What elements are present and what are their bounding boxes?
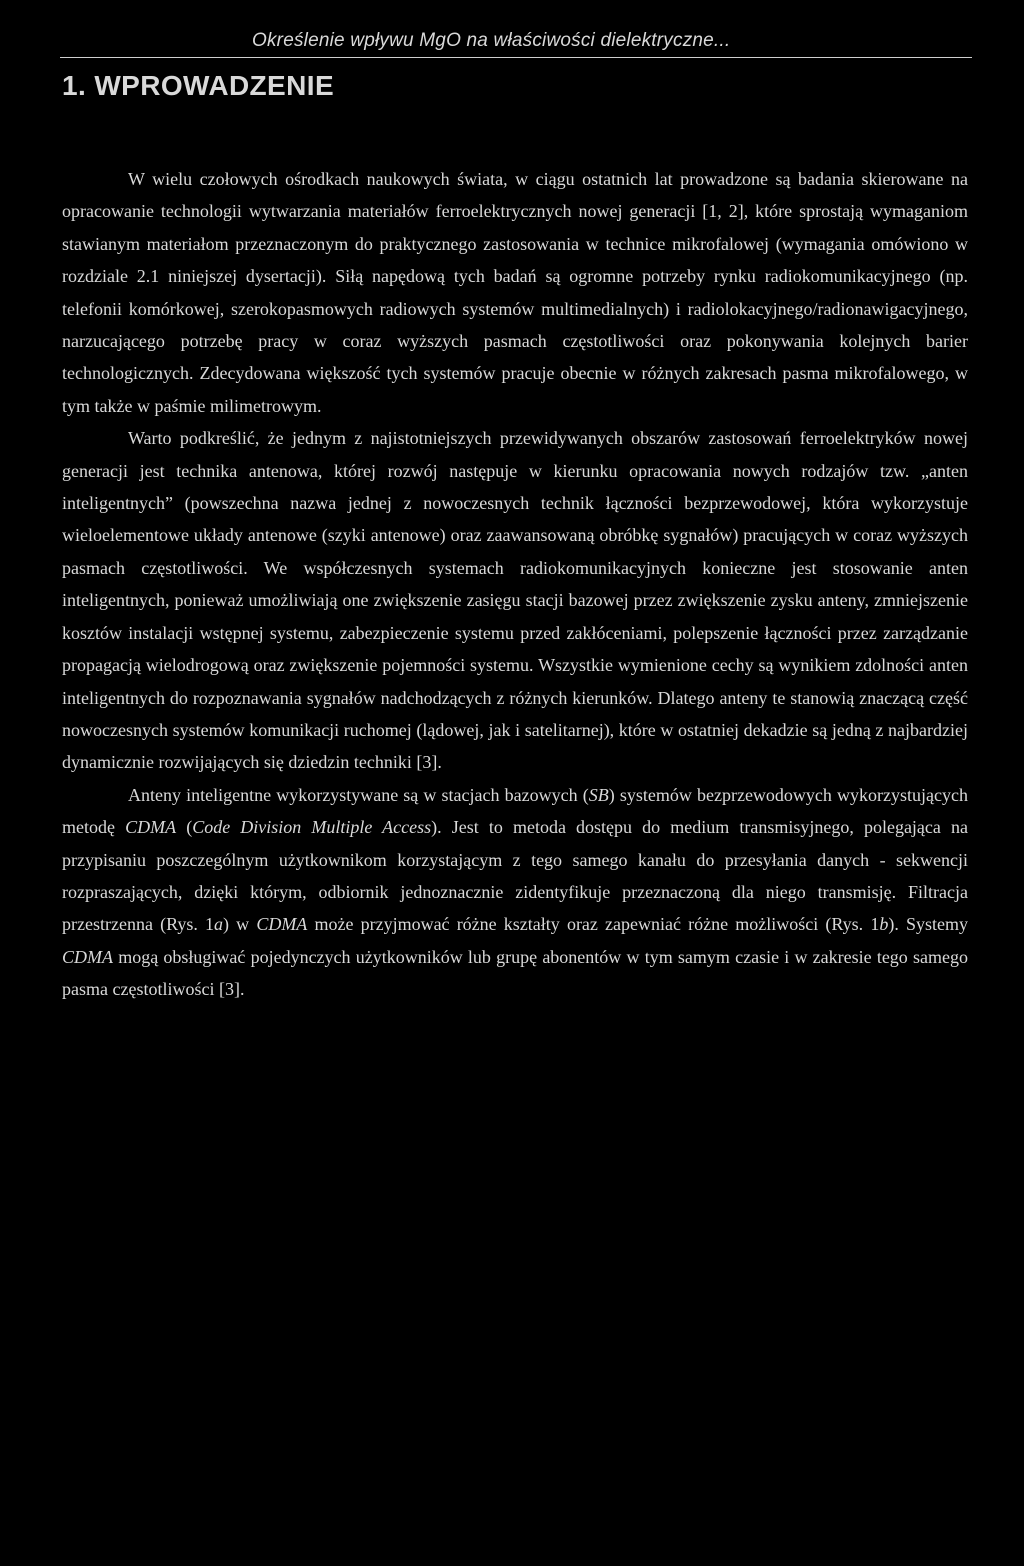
cdma-expansion: Code Division Multiple Access (192, 817, 432, 838)
paragraph: W wielu czołowych ośrodkach naukowych świata, w ciągu ostatnich lat prowadzone są badania skierowane na opracowanie technologii wytwarzania materiałów ferroelektrycznych nowej generacji [1, 2], które sprostają wymaganiom stawianym materiałom przeznaczonym do praktycznego zastosowania w technice mikrofalowej (wymagania omówiono w rozdziale 2.1 niniejszej dysertacji). Siłą napędową tych badań są ogromne potrzeby rynku radiokomunikacyjnego (np. telefonii komórkowej, szerokopasmowych radiowych systemów multimedialnych) i radiolokacyjnego/radionawigacyjnego, narzucającego potrzebę pracy w coraz wyższych pasmach częstotliwości oraz pokonywania kolejnych barier technologicznych. Zdecydowana większość tych systemów pracuje obecnie w różnych zakresach pasma mikrofalowego, w tym także w paśmie milimetrowym. (62, 169, 968, 416)
running-header: Określenie wpływu MgO na właściwości dielektryczne... (252, 30, 731, 51)
body-text (62, 163, 968, 1006)
abbreviation-cdma: CDMA (125, 817, 177, 838)
text-run: ). Systemy (888, 914, 968, 935)
figure-ref-letter: a (214, 914, 224, 935)
text-run: ( (176, 817, 193, 838)
abbreviation-cdma: CDMA (62, 946, 113, 967)
text-run: ) systemów bezprzewodowych wykorzystujących metodę (62, 784, 968, 838)
text-run: ). Jest to metoda dostępu do medium transmisyjnego, polegająca na przypisaniu poszczególnym użytkownikom korzystającym z tego samego kanału do przesyłania danych - sekwencji rozpraszających, dzięki którym, odbiornik jednoznacznie zidentyfikuje przeznaczoną dla niego transmisję. Filtracja przestrzenna (Rys. 1 (62, 817, 968, 935)
header-rule (60, 57, 972, 58)
section-title: 1. WPROWADZENIE (62, 70, 335, 101)
figure-ref-letter: b (879, 914, 889, 935)
abbreviation-sb: SB (588, 784, 609, 805)
text-run: mogą obsługiwać pojedynczych użytkowników lub grupę abonentów w tym samym czasie i w zakresie tego samego pasma częstotliwości [3]. (62, 946, 968, 1000)
text-run: może przyjmować różne kształty oraz zapewniać różne możliwości (Rys. 1 (307, 914, 880, 935)
paragraph (62, 779, 968, 1006)
text-run: Anteny inteligentne wykorzystywane są w stacjach bazowych ( (128, 784, 589, 805)
abbreviation-cdma: CDMA (256, 914, 308, 935)
paragraph: Warto podkreślić, że jednym z najistotniejszych przewidywanych obszarów zastosowań ferroelektryków nowej generacji jest technika antenowa, której rozwój następuje w kierunku opracowania nowych rodzajów tzw. „anten inteligentnych” (powszechna nazwa jednej z nowoczesnych technik łączności bezprzewodowej, która wykorzystuje wieloelementowe układy antenowe (szyki antenowe) oraz zaawansowaną obróbkę sygnałów) pracujących w coraz wyższych pasmach częstotliwości. We współczesnych systemach radiokomunikacyjnych konieczne jest stosowanie anten inteligentnych, ponieważ umożliwiają one zwiększenie zasięgu stacji bazowej przez zwiększenie zysku anteny, zmniejszenie kosztów instalacji wstępnej systemu, zabezpieczenie systemu przed zakłóceniami, polepszenie łączności przez zarządzanie propagacją wielodrogową oraz zwiększenie pojemności systemu. Wszystkie wymienione cechy są wynikiem zdolności anten inteligentnych do rozpoznawania sygnałów nadchodzących z różnych kierunków. Dlatego anteny te stanowią znaczącą część nowoczesnych systemów komunikacji ruchomej (lądowej, jak i satelitarnej), które w ostatniej dekadzie są jedną z najbardziej dynamicznie rozwijających się dziedzin techniki [3]. (62, 428, 968, 773)
text-run: ) w (223, 914, 257, 935)
